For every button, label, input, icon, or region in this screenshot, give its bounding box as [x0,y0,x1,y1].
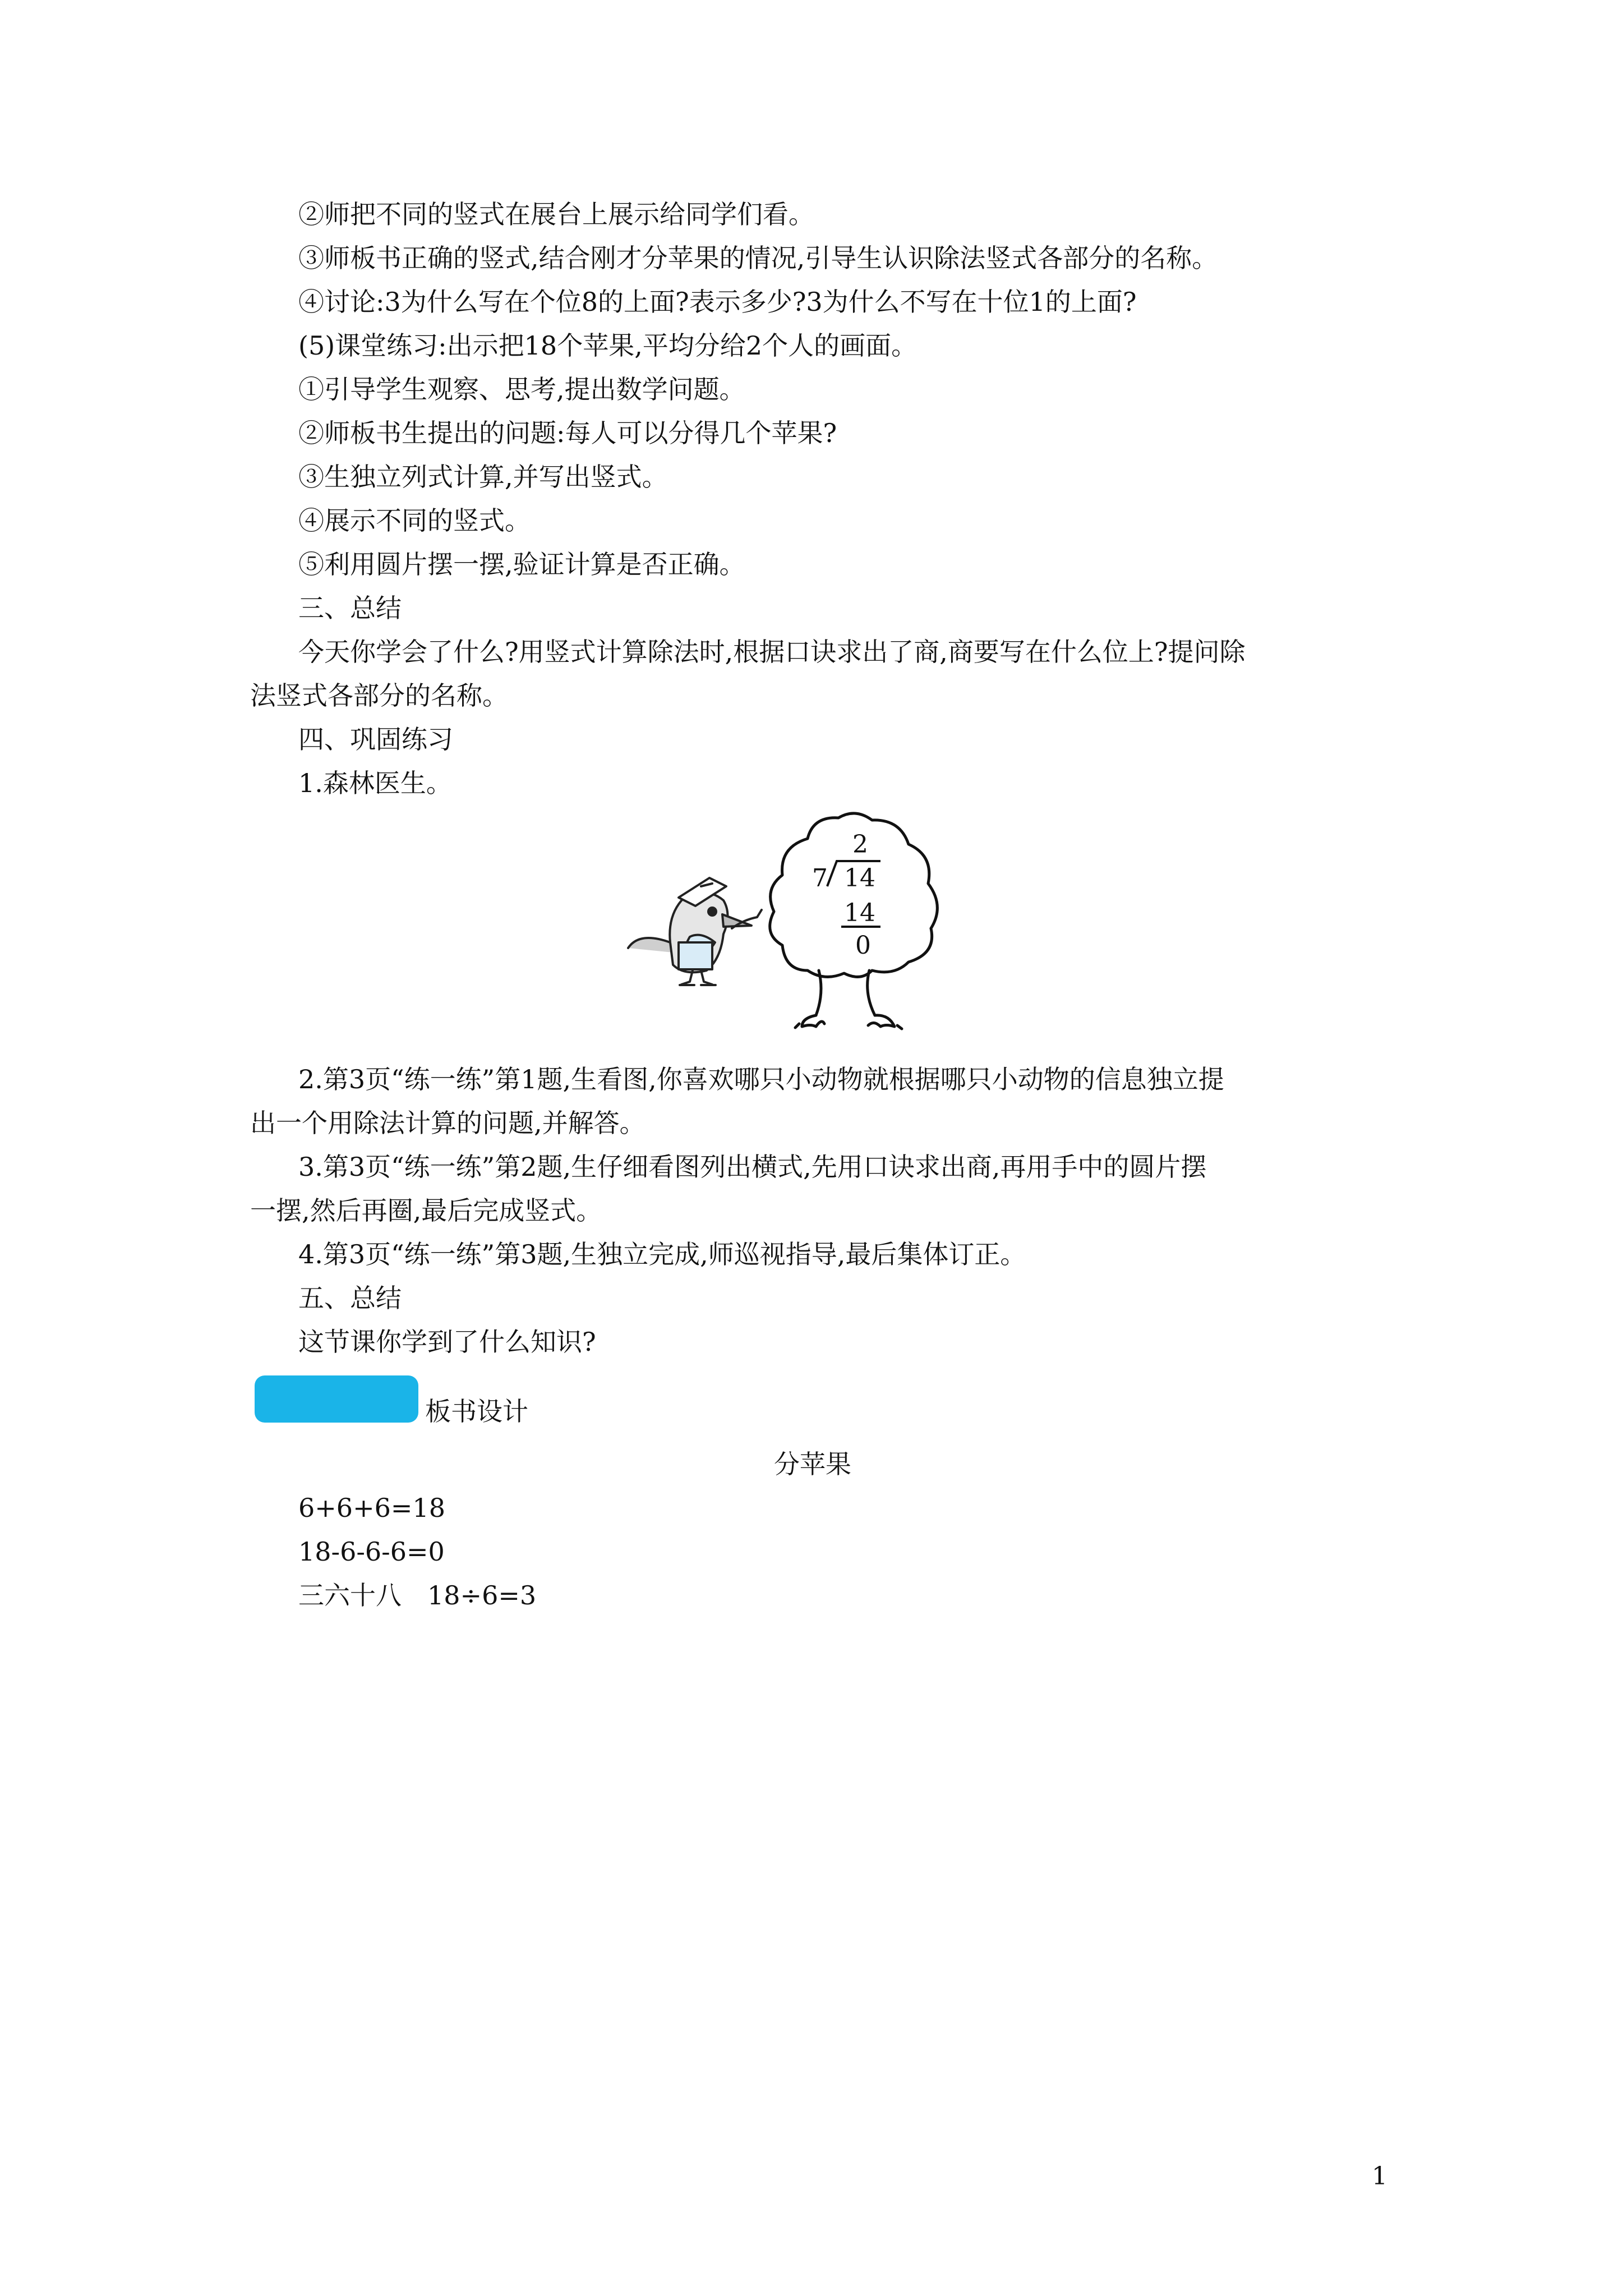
division-quotient: 2 [852,830,868,859]
forest-doctor-illustration [617,802,1009,1049]
exercise-title: 1.森林医生。 [298,768,452,798]
board-line: 18-6-6-6=0 [298,1536,445,1567]
division-product: 14 [844,899,875,927]
step-line: ③生独立列式计算,并写出竖式。 [298,462,668,492]
step-line: ③师板书正确的竖式,结合刚才分苹果的情况,引导生认识除法竖式各部分的名称。 [298,243,1218,273]
summary-question: 这节课你学到了什么知识? [298,1327,596,1357]
section-heading: 五、总结 [298,1283,402,1313]
division-remainder: 0 [855,931,871,960]
summary-paragraph-cont: 法竖式各部分的名称。 [250,680,508,711]
section-tag-label: 板书设计 [425,1396,528,1427]
step-line: ④展示不同的竖式。 [298,505,531,536]
step-line: ②师板书生提出的问题:每人可以分得几个苹果? [298,418,837,448]
woodpecker-doctor-figure [628,878,762,985]
division-dividend: 14 [844,864,875,892]
division-divisor: 7 [812,864,828,892]
exercise-item: 3.第3页“练一练”第2题,生仔细看图列出横式,先用口诀求出商,再用手中的圆片摆 [298,1152,1207,1182]
section-heading: 四、巩固练习 [298,724,453,754]
exercise-item: 2.第3页“练一练”第1题,生看图,你喜欢哪只小动物就根据哪只小动物的信息独立提 [298,1064,1224,1094]
board-line: 三六十八 18÷6=3 [298,1580,537,1611]
step-line: ④讨论:3为什么写在个位8的上面?表示多少?3为什么不写在十位1的上面? [298,287,1137,317]
step-line: ①引导学生观察、思考,提出数学问题。 [298,374,745,404]
exercise-item: 4.第3页“练一练”第3题,生独立完成,师巡视指导,最后集体订正。 [298,1239,1026,1269]
exercise-item-cont: 出一个用除法计算的问题,并解答。 [250,1108,645,1138]
step-line: ⑤利用圆片摆一摆,验证计算是否正确。 [298,549,745,579]
section-heading: 三、总结 [298,593,402,623]
board-title: 分苹果 [774,1449,851,1479]
summary-paragraph: 今天你学会了什么?用竖式计算除法时,根据口诀求出了商,商要写在什么位上?提问除 [298,637,1246,667]
page-number: 1 [1372,2162,1387,2191]
section-tag-badge [255,1375,418,1423]
step-line: (5)课堂练习:出示把18个苹果,平均分给2个人的画面。 [298,330,917,361]
step-line: ②师把不同的竖式在展台上展示给同学们看。 [298,199,814,229]
board-line: 6+6+6=18 [298,1493,445,1523]
exercise-item-cont: 一摆,然后再圈,最后完成竖式。 [250,1195,602,1226]
